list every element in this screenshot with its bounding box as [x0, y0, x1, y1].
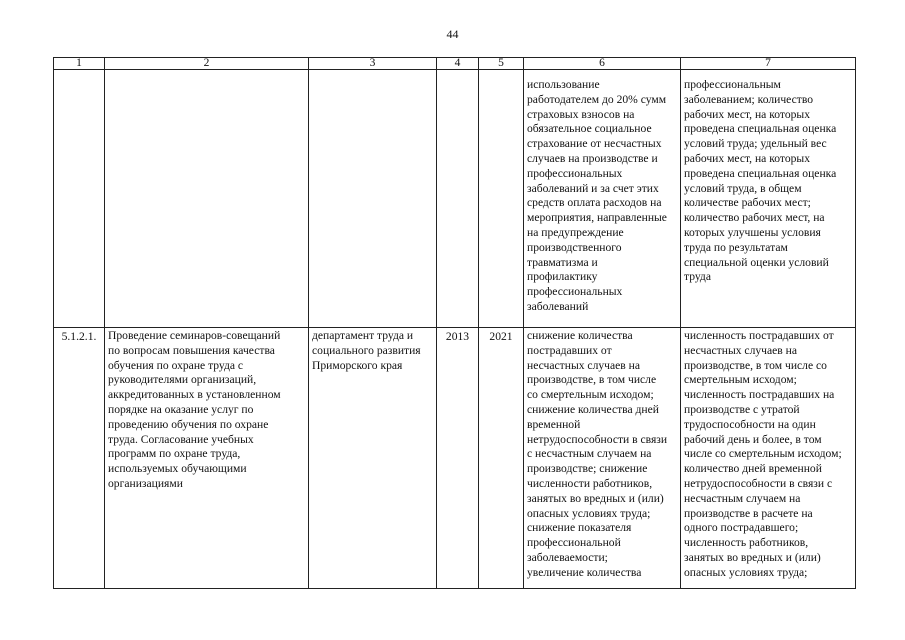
action-cell [105, 328, 309, 589]
cell-text-line: производстве с утратой [684, 402, 800, 416]
cell-text-line: снижение показателя [527, 521, 632, 535]
cell-text-line: нетрудоспособности в связи [527, 432, 668, 446]
cell-text-line: рабочих мест, на которых [684, 107, 811, 121]
cell-text-line: профессиональной [527, 536, 621, 550]
cell-text-line: снижение количества [527, 329, 633, 342]
cell-text-line: временной [527, 417, 581, 431]
cell-text-line: программ по охране труда, [108, 447, 241, 461]
cell-text-line: профессиональным [684, 78, 781, 91]
column-header-5: 5 [479, 58, 524, 70]
cell-text-line: занятых во вредных и (или) [527, 491, 664, 505]
cell-text-line: одного пострадавшего; [684, 521, 799, 535]
cell-text-line: несчастных случаев на [527, 358, 641, 372]
cell-text-line: пострадавших от [527, 343, 612, 357]
column-header-2: 2 [105, 58, 309, 70]
cell-text-line: средств оплата расходов на [527, 196, 662, 210]
code-cell: 5.1.2.1. [54, 328, 105, 589]
start-year-cell [437, 70, 479, 328]
executor-cell [309, 328, 437, 589]
cell-text-line: нетрудоспособности в связи с [684, 476, 833, 490]
cell-text-line: страхование от несчастных [527, 137, 662, 151]
cell-text-line: Приморского края [312, 358, 403, 372]
column-number-row [54, 58, 856, 70]
table-row [54, 328, 856, 589]
cell-text-line: занятых во вредных и (или) [684, 550, 821, 564]
cell-text-line: профилактику [527, 270, 598, 284]
cell-text-line: департамент труда и [312, 329, 414, 342]
cell-text-line: руководителями организаций, [108, 373, 257, 387]
cell-text-line: несчастным случаем на [684, 491, 801, 505]
cell-text-line: профессиональных [527, 285, 623, 299]
cell-text-line: количестве рабочих мест; [684, 196, 811, 210]
cell-text-line: заболеваемости; [527, 550, 608, 564]
cell-text-line: профессиональных [527, 166, 623, 180]
expected-result-cell [524, 70, 681, 328]
cell-text-line: организациями [108, 476, 183, 490]
column-header-6: 6 [524, 58, 681, 70]
cell-text-line: проведению обучения по охране [108, 417, 269, 431]
cell-text-line: производстве; снижение [527, 462, 648, 476]
cell-text-line: количество дней временной [684, 462, 822, 476]
program-activities-table [53, 57, 856, 589]
cell-text-line: с несчастным случаем на [527, 447, 652, 461]
end-year-cell [479, 70, 524, 328]
cell-text-line: числе со смертельным исходом; [684, 447, 842, 461]
cell-text-line: производстве, в том числе [527, 373, 657, 387]
cell-text-line: численность пострадавших от [684, 329, 834, 342]
page-number: 44 [446, 27, 459, 41]
cell-text-line: опасных условиях труда; [684, 565, 808, 579]
cell-text-line: снижение количества дней [527, 402, 659, 416]
cell-text-line: условий труда, в общем [684, 181, 802, 195]
cell-text-line: мероприятия, направленные [527, 211, 667, 225]
table-row [54, 70, 856, 328]
code-cell [54, 70, 105, 328]
cell-text-line: социального развития [312, 343, 421, 357]
cell-text-line: рабочих мест, на которых [684, 151, 811, 165]
cell-text-line: смертельным исходом; [684, 373, 797, 387]
cell-text-line: со смертельным исходом; [527, 388, 654, 402]
cell-text-line: заболеваний и за счет этих [527, 181, 659, 195]
cell-text-line: аккредитованных в установленном [108, 388, 281, 402]
indicators-cell [681, 70, 856, 328]
cell-text-line: используемых обучающими [108, 462, 247, 476]
cell-text-line: травматизма и [527, 255, 598, 269]
cell-text-line: увеличение количества [527, 565, 642, 579]
cell-text-line: заболеваний [527, 299, 589, 313]
action-cell [105, 70, 309, 328]
cell-text-line: опасных условиях труда; [527, 506, 651, 520]
cell-text-line: трудоспособности на один [684, 417, 816, 431]
cell-text-line: Проведение семинаров-совещаний [108, 329, 281, 342]
cell-text-line: специальной оценки условий [684, 255, 829, 269]
indicators-cell [681, 328, 856, 589]
cell-text-line: труда. Согласование учебных [108, 432, 254, 446]
cell-text-line: случаев на производстве и [527, 151, 658, 165]
cell-text-line: количество рабочих мест, на [684, 211, 825, 225]
cell-text-line: условий труда; удельный вес [684, 137, 827, 151]
cell-text-line: обязательное социальное [527, 122, 652, 136]
cell-text-line: работодателем до 20% сумм [527, 92, 667, 106]
cell-text-line: труда по результатам [684, 240, 788, 254]
cell-text-line: производстве в расчете на [684, 506, 813, 520]
cell-text-line: численности работников, [527, 476, 653, 490]
cell-text-line: проведена специальная оценка [684, 122, 837, 136]
column-header-3: 3 [309, 58, 437, 70]
cell-text-line: производстве, в том числе со [684, 358, 827, 372]
cell-text-line: заболеванием; количество [684, 92, 814, 106]
executor-cell [309, 70, 437, 328]
expected-result-cell [524, 328, 681, 589]
end-year-cell: 2021 [479, 328, 524, 589]
cell-text-line: которых улучшены условия [684, 225, 821, 239]
start-year-cell: 2013 [437, 328, 479, 589]
cell-text-line: обучения по охране труда с [108, 358, 244, 372]
column-header-7: 7 [681, 58, 856, 70]
column-header-1: 1 [54, 58, 105, 70]
cell-text-line: рабочий день и более, в том [684, 432, 822, 446]
column-header-4: 4 [437, 58, 479, 70]
cell-text-line: численность работников, [684, 536, 809, 550]
cell-text-line: по вопросам повышения качества [108, 343, 275, 357]
cell-text-line: несчастных случаев на [684, 343, 798, 357]
cell-text-line: численность пострадавших на [684, 388, 835, 402]
cell-text-line: использование [527, 78, 600, 91]
cell-text-line: производственного [527, 240, 622, 254]
cell-text-line: страховых взносов на [527, 107, 635, 121]
cell-text-line: порядке на оказание услуг по [108, 402, 254, 416]
cell-text-line: труда [684, 270, 711, 284]
cell-text-line: на предупреждение [527, 225, 624, 239]
cell-text-line: проведена специальная оценка [684, 166, 837, 180]
